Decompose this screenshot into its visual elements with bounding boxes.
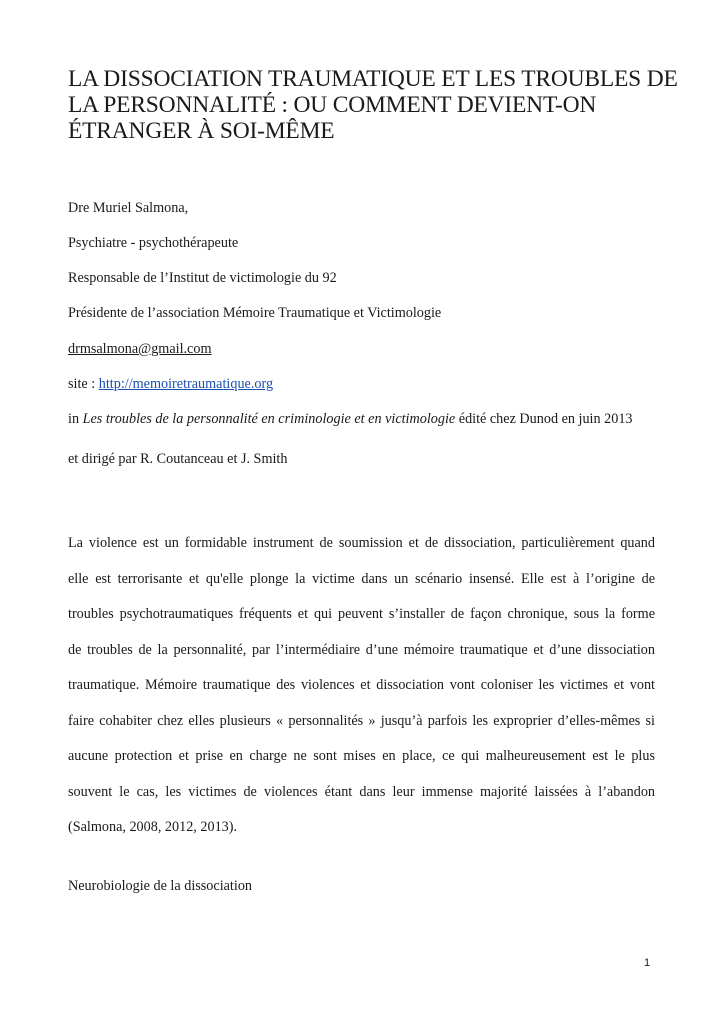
site-link[interactable]: http://memoiretraumatique.org bbox=[98, 376, 274, 392]
paragraph-line: (Salmona, 2008, 2012, 2013). bbox=[68, 819, 238, 835]
paragraph-line: elle est terrorisante et qu'elle plonge la victime dans un scénario insensé. Elle est à l’origine de bbox=[68, 570, 655, 587]
publication-prefix: in bbox=[68, 411, 83, 427]
author-name: Dre Muriel Salmona, bbox=[68, 200, 189, 216]
paragraph-line: La violence est un formidable instrument de soumission et de dissociation, particulièrement quand bbox=[68, 535, 655, 551]
paragraph-line: de troubles de la personnalité, par l’intermédiaire d’une mémoire traumatique et d’une dissociation bbox=[68, 641, 655, 658]
title-line-3: ÉTRANGER À SOI-MÊME bbox=[68, 118, 335, 144]
author-role: Psychiatre - psychothérapeute bbox=[68, 235, 239, 251]
publication-editors: et dirigé par R. Coutanceau et J. Smith bbox=[68, 451, 288, 467]
paragraph-line: faire cohabiter chez elles plusieurs « personnalités » jusqu’à parfois les exproprier d’elles-mêmes si bbox=[68, 712, 655, 729]
intro-paragraph bbox=[68, 526, 655, 846]
title-line-1: LA DISSOCIATION TRAUMATIQUE ET LES TROUBLES DE bbox=[68, 66, 678, 92]
title-line-2: LA PERSONNALITÉ : OU COMMENT DEVIENT-ON bbox=[68, 92, 597, 118]
paragraph-line: traumatique. Mémoire traumatique des violences et dissociation vont coloniser les victimes et vont bbox=[68, 677, 655, 693]
publication-line bbox=[68, 410, 633, 428]
author-email-line bbox=[68, 340, 211, 358]
paragraph-line: troubles psychotraumatiques fréquents et qui peuvent s’installer de façon chronique, sous la forme bbox=[68, 606, 655, 622]
author-email-link[interactable]: drmsalmona@gmail.com bbox=[68, 341, 212, 357]
site-label: site : bbox=[68, 376, 99, 392]
section-subheading: Neurobiologie de la dissociation bbox=[68, 878, 253, 894]
paragraph-line: souvent le cas, les victimes de violences étant dans leur immense majorité laissées à l’abandon bbox=[68, 783, 655, 800]
author-position-association: Présidente de l’association Mémoire Traumatique et Victimologie bbox=[68, 305, 442, 321]
publication-suffix: édité chez Dunod en juin 2013 bbox=[455, 411, 633, 427]
document-title bbox=[68, 66, 678, 144]
page-number: 1 bbox=[644, 957, 651, 969]
publication-book-title: Les troubles de la personnalité en criminologie et en victimologie bbox=[82, 411, 456, 427]
author-site-line bbox=[68, 375, 273, 393]
author-position-institute: Responsable de l’Institut de victimologie du 92 bbox=[68, 270, 337, 286]
paragraph-line: aucune protection et prise en charge ne sont mises en place, ce qui malheureusement est le plus bbox=[68, 748, 655, 764]
